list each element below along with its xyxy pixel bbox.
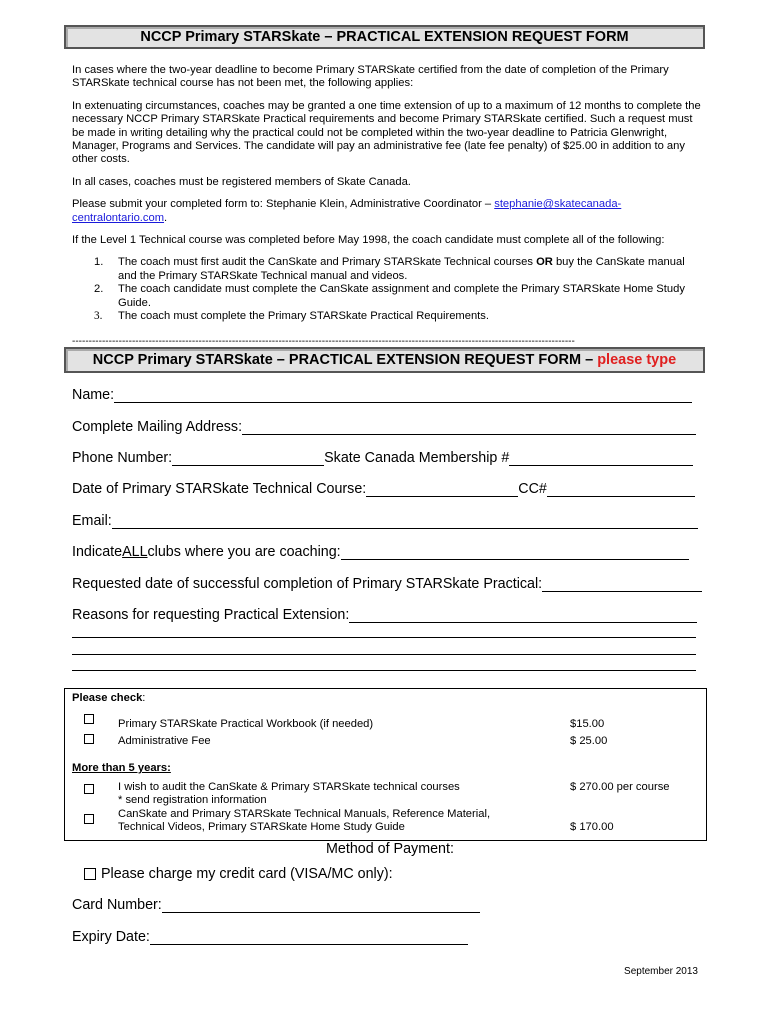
intro-text: [72, 64, 702, 324]
reasons-input-line[interactable]: [349, 608, 697, 623]
workbook-price: $15.00: [570, 718, 605, 730]
manuals-price: $ 170.00: [570, 821, 614, 833]
intro-paragraph-2: In extenuating circumstances, coaches may be granted a one time extension of up to a maximum of 12 months to complete the necessary NCCP Primary STARSkate Practical requirements and become Primary STARSkate certified. Such a request must be made in writing detailing why the practical could not be completed within the two-year deadline to Patricia Glenwright, Manager, Programs and Services. The candidate will pay an administrative fee (late fee penalty) of $25.00 in addition to any other costs.: [72, 99, 701, 166]
name-input-line[interactable]: [114, 388, 692, 403]
card-number-field: Card Number:: [72, 897, 480, 913]
credit-card-checkbox[interactable]: [84, 868, 96, 880]
cut-line-divider: -------------------------------------------------------------------------------------------------------------------------------------------------------: [72, 336, 575, 347]
expiry-date-input-line[interactable]: [150, 930, 468, 945]
audit-label: I wish to audit the CanSkate & Primary STARSkate technical courses * send registration information: [118, 781, 460, 807]
reasons-extra-line[interactable]: [72, 670, 696, 671]
requirement-item: 3. The coach must complete the Primary STARSkate Practical Requirements.: [94, 310, 489, 323]
card-number-input-line[interactable]: [162, 898, 480, 913]
requested-date-input-line[interactable]: [542, 577, 702, 592]
email-field: Email:: [72, 513, 698, 529]
audit-price: $ 270.00 per course: [570, 781, 670, 793]
admin-fee-price: $ 25.00: [570, 735, 608, 747]
reasons-field: Reasons for requesting Practical Extension:: [72, 607, 697, 623]
address-input-line[interactable]: [242, 420, 696, 435]
footer-date: September 2013: [624, 966, 698, 977]
manuals-checkbox[interactable]: [84, 814, 94, 824]
requirement-item: 1. The coach must first audit the CanSkate and Primary STARSkate Technical courses OR buy the CanSkate manual and the Primary STARSkate Technical manual and videos.: [94, 256, 685, 282]
submission-email-link[interactable]: stephanie@skatecanada-centralontario.com: [72, 198, 622, 224]
admin-fee-label: Administrative Fee: [118, 735, 211, 747]
phone-field: Phone Number: Skate Canada Membership #: [72, 450, 693, 466]
phone-input-line[interactable]: [172, 451, 324, 466]
workbook-label: Primary STARSkate Practical Workbook (if needed): [118, 718, 374, 730]
reasons-extra-line[interactable]: [72, 654, 696, 655]
requested-date-field: Requested date of successful completion of Primary STARSkate Practical:: [72, 576, 702, 592]
manuals-label: CanSkate and Primary STARSkate Technical Manuals, Reference Material, Technical Videos, Primary STARSkate Home Study Guide: [118, 808, 491, 834]
cc-input-line[interactable]: [547, 482, 695, 497]
name-field: Name:: [72, 387, 692, 403]
intro-paragraph-4: Please submit your completed form to: Stephanie Klein, Administrative Coordinator – stephanie@skatecanada-centralontario.com.: [72, 198, 622, 224]
audit-checkbox[interactable]: [84, 784, 94, 794]
clubs-input-line[interactable]: [341, 545, 689, 560]
course-date-field: Date of Primary STARSkate Technical Course: CC#: [72, 481, 695, 497]
email-input-line[interactable]: [112, 514, 698, 529]
expiry-date-field: Expiry Date:: [72, 929, 468, 945]
payment-method-label: Method of Payment:: [326, 841, 454, 857]
requirement-item: 2. The coach candidate must complete the CanSkate assignment and complete the Primary STARSkate Home Study Guide.: [94, 283, 685, 309]
request-form-title: NCCP Primary STARSkate – PRACTICAL EXTENSION REQUEST FORM – please type: [64, 347, 705, 373]
credit-card-option: Please charge my credit card (VISA/MC only):: [84, 866, 393, 882]
more-than-5-years-label: More than 5 years:: [72, 762, 171, 774]
clubs-field: Indicate ALL clubs where you are coaching:: [72, 544, 689, 560]
form-title: NCCP Primary STARSkate – PRACTICAL EXTENSION REQUEST FORM: [64, 25, 705, 49]
reasons-extra-line[interactable]: [72, 637, 696, 638]
admin-fee-checkbox[interactable]: [84, 734, 94, 744]
course-date-input-line[interactable]: [366, 482, 518, 497]
intro-paragraph-3: In all cases, coaches must be registered members of Skate Canada.: [72, 175, 411, 188]
intro-paragraph-1: In cases where the two-year deadline to become Primary STARSkate certified from the date of completion of the Primary STARSkate technical course has not been met, the following applies:: [72, 64, 669, 90]
requirements-list: [72, 256, 702, 323]
membership-input-line[interactable]: [509, 451, 693, 466]
address-field: Complete Mailing Address:: [72, 419, 696, 435]
please-check-label: Please check:: [72, 692, 146, 704]
intro-paragraph-5: If the Level 1 Technical course was completed before May 1998, the coach candidate must complete all of the following:: [72, 234, 665, 247]
workbook-checkbox[interactable]: [84, 714, 94, 724]
please-type-note: please type: [597, 352, 677, 368]
